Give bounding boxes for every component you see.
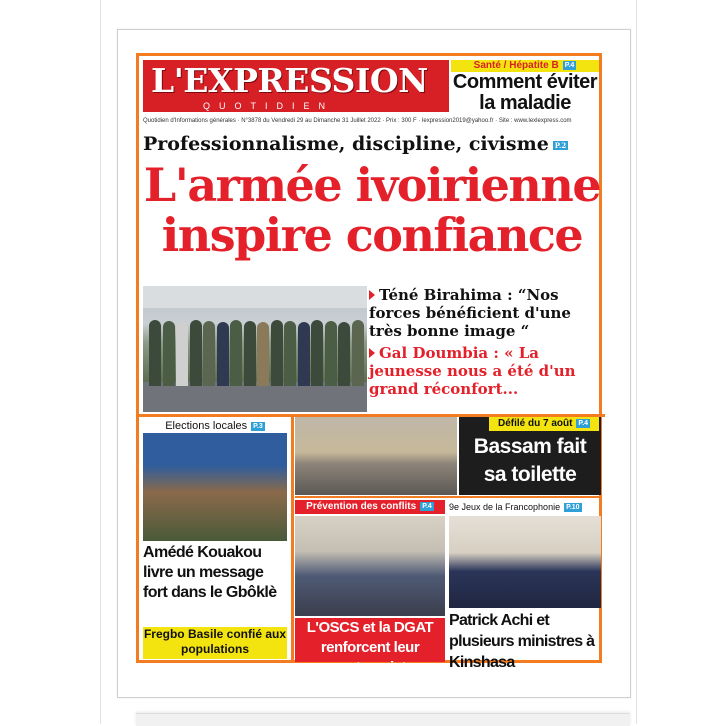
conflits-photo bbox=[295, 516, 445, 616]
quote-text: Téné Birahima : “Nos forces bénéficient d'une très bonne image “ bbox=[369, 286, 571, 340]
page-badge: P.4 bbox=[578, 419, 589, 427]
right-gutter-line bbox=[636, 0, 637, 724]
soldier-figure bbox=[298, 322, 310, 386]
main-kicker-text: Professionnalisme, discipline, civisme bbox=[143, 133, 549, 155]
left-gutter-line bbox=[100, 0, 101, 724]
bullet-icon bbox=[369, 348, 375, 358]
column-divider bbox=[291, 417, 294, 663]
newspaper-logo: L'EXPRESSION bbox=[151, 61, 428, 100]
soldier-figure bbox=[311, 320, 323, 386]
page-badge: P.2 bbox=[554, 140, 567, 150]
soldier-figure bbox=[149, 320, 161, 386]
soldier-figure bbox=[203, 321, 215, 386]
page-badge: P.10 bbox=[566, 504, 580, 512]
next-document-card[interactable] bbox=[136, 713, 630, 726]
teaser-kicker-text: Santé / Hépatite B bbox=[473, 60, 559, 71]
elections-kicker-text: Elections locales bbox=[165, 420, 248, 432]
bassam-kicker bbox=[489, 417, 599, 431]
newspaper-front-page[interactable] bbox=[136, 53, 602, 676]
page-badge: P.3 bbox=[253, 422, 263, 430]
main-kicker bbox=[143, 130, 583, 158]
teaser-box[interactable] bbox=[451, 60, 599, 114]
soldier-figure bbox=[176, 322, 188, 386]
soldier-figure bbox=[284, 321, 296, 386]
soldier-figure bbox=[217, 322, 229, 386]
bassam-headline: Bassam fait sa toilette bbox=[473, 435, 587, 486]
roadworks-photo bbox=[295, 417, 457, 495]
issue-info-line: Quotidien d'Informations générales · N°3878 du Vendredi 29 au Dimanche 31 Juillet 2022 · Prix : 300 F · lexpression2019@yahoo.fr · Site : www.lexlexpress.com bbox=[143, 118, 572, 124]
soldier-figure bbox=[352, 320, 364, 386]
soldier-figure bbox=[257, 322, 269, 386]
soldier-figure bbox=[244, 321, 256, 386]
lead-photo-soldiers bbox=[143, 286, 367, 412]
elections-headline: Amédé Kouakou livre un message fort dans le Gbôklè bbox=[143, 544, 277, 601]
story-francophonie[interactable] bbox=[449, 498, 601, 671]
soldier-figure bbox=[230, 320, 242, 386]
conflits-headline: L'OSCS et la DGAT renforcent leur partenariat bbox=[295, 618, 445, 662]
elections-photo bbox=[143, 433, 287, 541]
elections-subhead: Fregbo Basile confié aux populations bbox=[143, 627, 287, 659]
bassam-kicker-text: Défilé du 7 août bbox=[497, 418, 573, 429]
soldier-figure bbox=[163, 321, 175, 386]
masthead bbox=[143, 60, 449, 112]
francophonie-headline: Patrick Achi et plusieurs ministres à Kinshasa bbox=[449, 612, 595, 671]
quote-gal-doumbia bbox=[369, 344, 601, 414]
conflits-kicker-text: Prévention des conflits bbox=[306, 501, 417, 512]
quote-text: Gal Doumbia : « La jeunesse nous a été d'un grand réconfort... bbox=[369, 344, 576, 398]
photo-ground bbox=[143, 382, 367, 412]
page-badge: P.4 bbox=[564, 61, 575, 69]
quotes-block bbox=[369, 286, 601, 412]
story-elections[interactable] bbox=[139, 417, 291, 663]
soldier-figure bbox=[338, 322, 350, 386]
photo-roof bbox=[143, 286, 367, 308]
soldier-figure bbox=[325, 321, 337, 386]
page-badge: P.4 bbox=[422, 502, 432, 510]
story-conflits[interactable] bbox=[295, 498, 445, 676]
soldier-figure bbox=[271, 320, 283, 386]
francophonie-kicker bbox=[449, 500, 601, 514]
main-headline: L'armée ivoirienne inspire confiance bbox=[143, 158, 601, 262]
bullet-icon bbox=[369, 290, 375, 300]
newspaper-subtitle: QUOTIDIEN bbox=[203, 101, 335, 111]
conflits-kicker bbox=[295, 500, 445, 514]
francophonie-photo bbox=[449, 516, 601, 608]
quote-tene-birahima bbox=[369, 286, 601, 342]
teaser-headline: Comment éviter la maladie bbox=[452, 71, 598, 114]
soldier-figure bbox=[190, 320, 202, 386]
elections-kicker bbox=[143, 419, 287, 433]
story-bassam[interactable] bbox=[459, 417, 601, 495]
francophonie-kicker-text: 9e Jeux de la Francophonie bbox=[449, 502, 561, 512]
